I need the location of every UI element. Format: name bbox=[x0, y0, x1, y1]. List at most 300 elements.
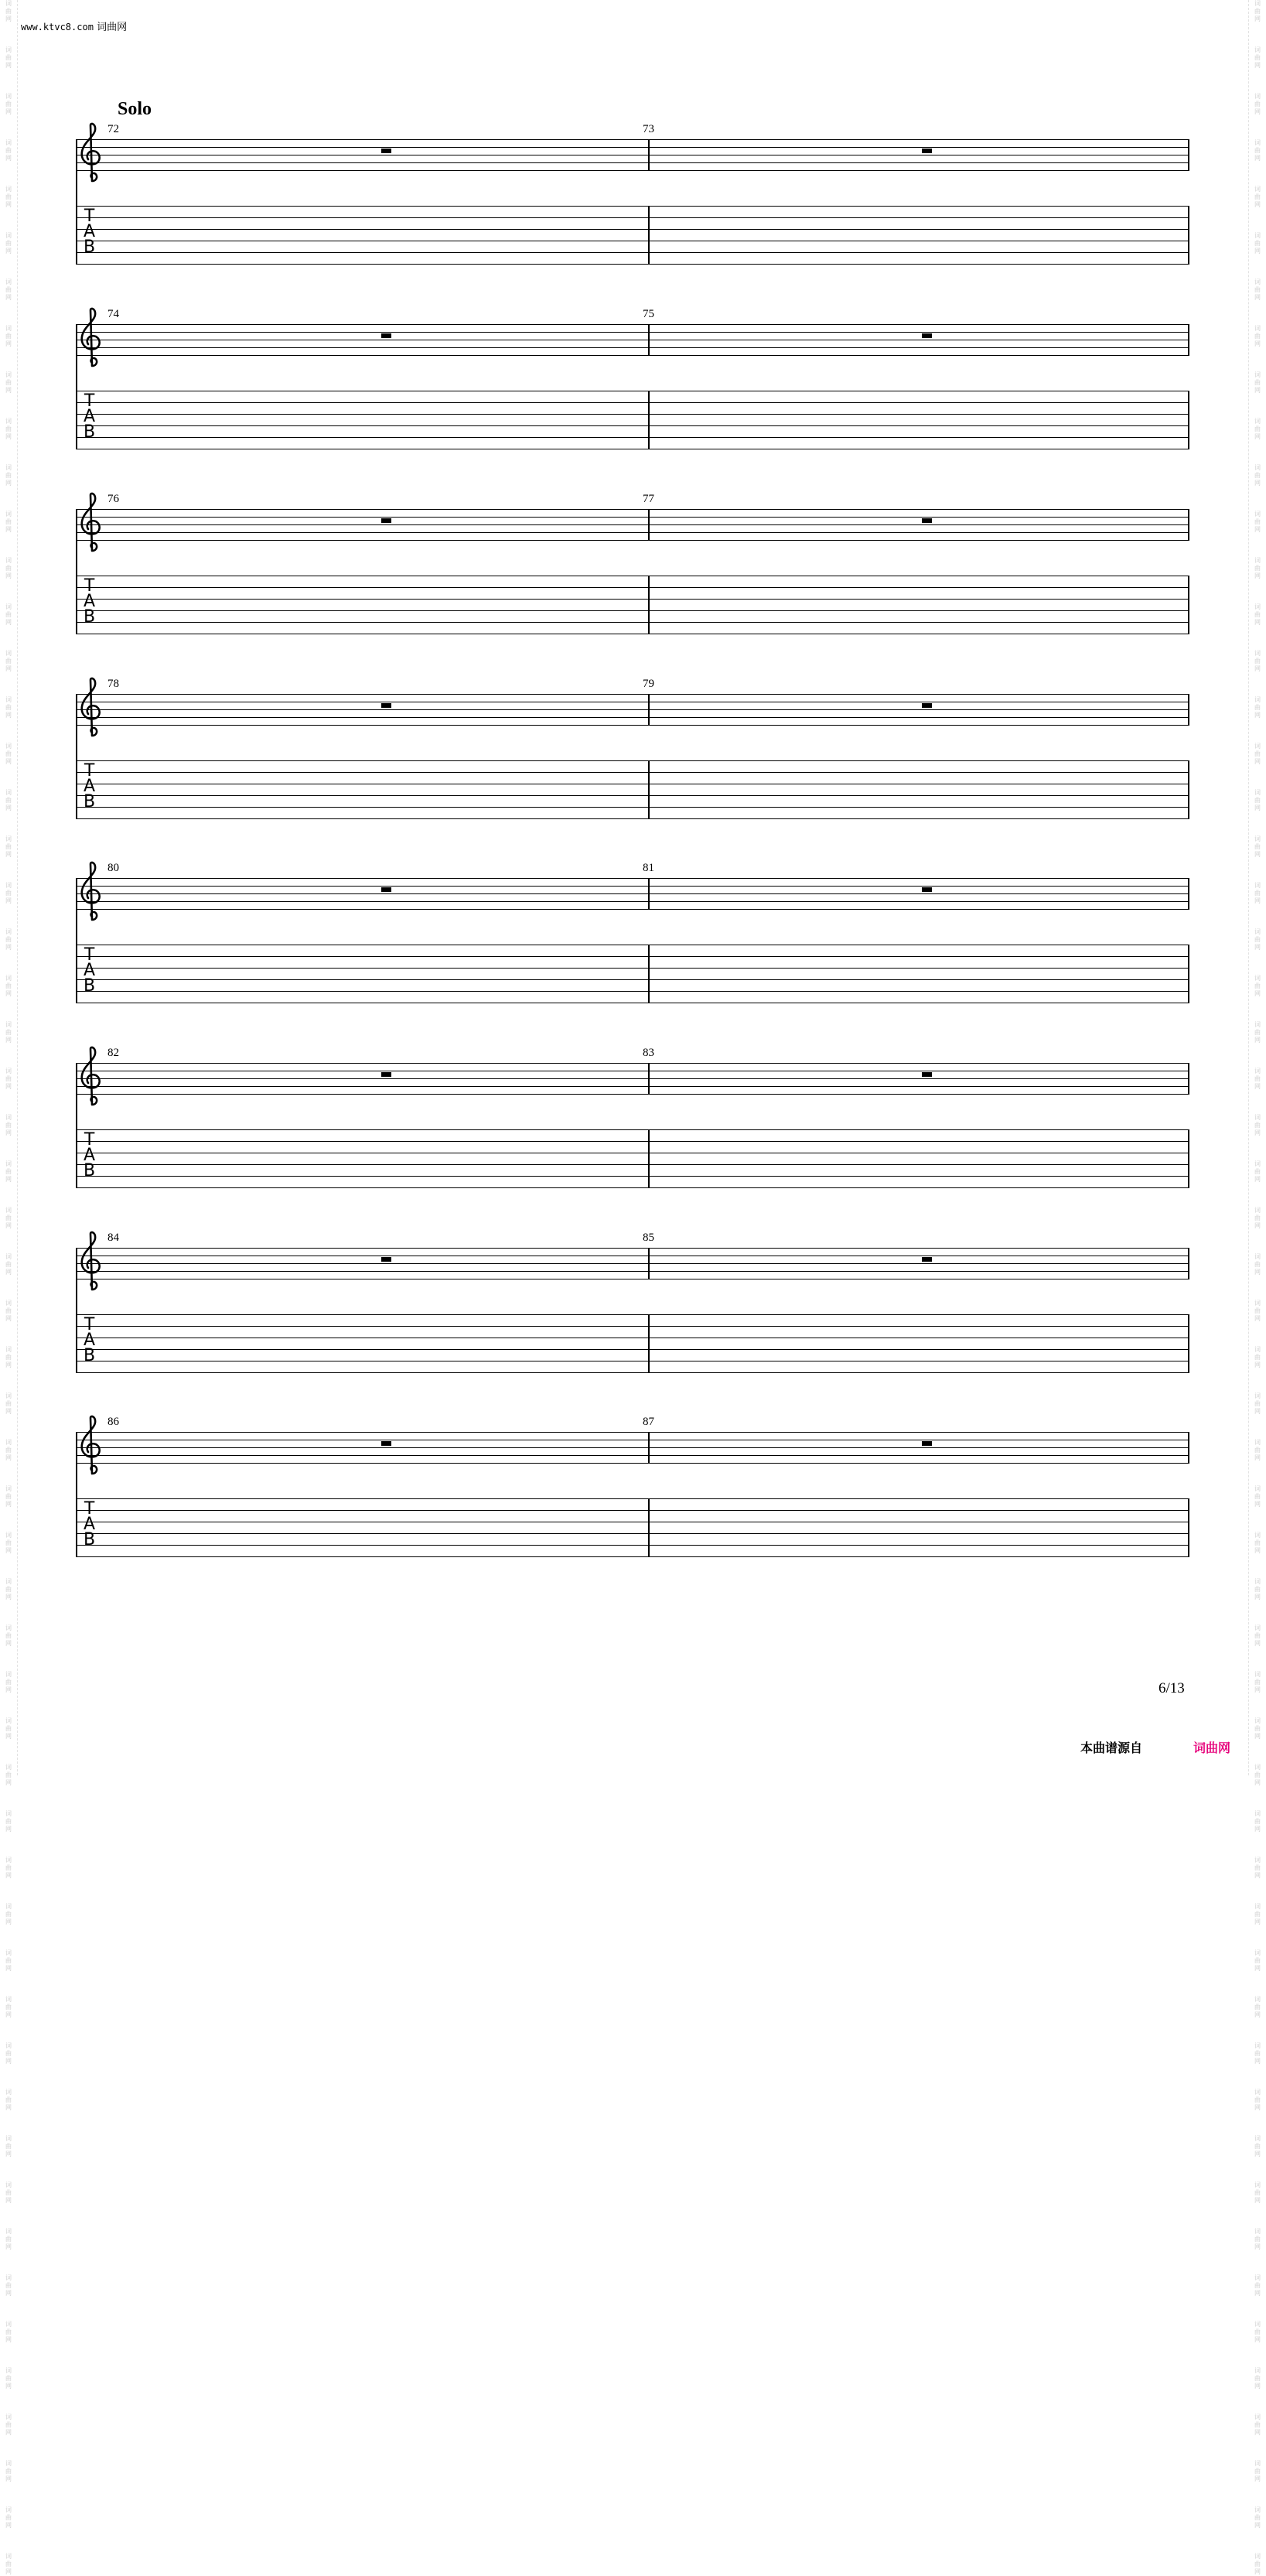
watermark-char: 网 bbox=[1254, 1222, 1261, 1229]
watermark-char: 曲 bbox=[1254, 2375, 1261, 2382]
system-bracket bbox=[76, 694, 77, 818]
watermark-glyph-group bbox=[1254, 1857, 1261, 1880]
watermark-char: 词 bbox=[5, 882, 12, 889]
measure-number: 73 bbox=[643, 123, 654, 135]
watermark-char: 词 bbox=[5, 603, 12, 610]
watermark-char: 曲 bbox=[5, 704, 12, 711]
watermark-char: 曲 bbox=[5, 2143, 12, 2150]
treble-clef-icon bbox=[77, 492, 105, 552]
watermark-char: 词 bbox=[5, 1207, 12, 1214]
footer-source-label: 本曲谱源自 bbox=[1080, 1741, 1143, 1755]
watermark-glyph-group bbox=[1254, 464, 1261, 487]
watermark-char: 曲 bbox=[5, 1075, 12, 1082]
watermark-glyph-group bbox=[1254, 1625, 1261, 1648]
system-bracket bbox=[76, 1248, 77, 1372]
watermark-char: 词 bbox=[1254, 1160, 1261, 1167]
tab-staff bbox=[76, 945, 1189, 1003]
whole-rest-icon bbox=[922, 1072, 932, 1077]
watermark-char: 网 bbox=[5, 2429, 12, 2436]
watermark-glyph-group bbox=[5, 2460, 12, 2483]
watermark-char: 曲 bbox=[1254, 1725, 1261, 1732]
watermark-char: 曲 bbox=[5, 2421, 12, 2428]
measure-number: 84 bbox=[107, 1232, 119, 1244]
watermark-char: 曲 bbox=[5, 1864, 12, 1871]
watermark-char: 词 bbox=[1254, 928, 1261, 935]
watermark-char: 网 bbox=[1254, 1733, 1261, 1740]
score-system bbox=[76, 862, 1189, 1020]
watermark-char: 网 bbox=[1254, 2011, 1261, 2018]
watermark-glyph-group bbox=[5, 1253, 12, 1276]
watermark-char: 词 bbox=[1254, 1346, 1261, 1353]
watermark-char: 曲 bbox=[5, 379, 12, 386]
watermark-char: 词 bbox=[1254, 2042, 1261, 2049]
watermark-char: 词 bbox=[5, 1532, 12, 1539]
watermark-char: 曲 bbox=[5, 333, 12, 340]
watermark-char: 词 bbox=[1254, 371, 1261, 378]
watermark-char: 曲 bbox=[5, 1586, 12, 1593]
staff-line bbox=[76, 893, 1189, 894]
watermark-char: 网 bbox=[1254, 2383, 1261, 2390]
tab-barline bbox=[1188, 945, 1189, 1003]
watermark-glyph-group bbox=[5, 1485, 12, 1508]
watermark-char: 曲 bbox=[1254, 1493, 1261, 1500]
watermark-glyph-group bbox=[1254, 2460, 1261, 2483]
watermark-glyph-group bbox=[1254, 1996, 1261, 2019]
watermark-glyph-group bbox=[5, 1949, 12, 1973]
whole-rest-icon bbox=[381, 703, 391, 708]
watermark-char: 曲 bbox=[5, 2096, 12, 2103]
watermark-char: 词 bbox=[1254, 650, 1261, 657]
staff-barline bbox=[648, 1063, 650, 1094]
watermark-char: 网 bbox=[5, 1408, 12, 1415]
staff-line bbox=[76, 524, 1189, 525]
watermark-char: 词 bbox=[1254, 789, 1261, 796]
tab-string-line bbox=[76, 610, 1189, 611]
staff-barline bbox=[1188, 1063, 1189, 1094]
staff-line bbox=[76, 162, 1189, 163]
staff-line bbox=[76, 1078, 1189, 1079]
watermark-glyph-group bbox=[1254, 511, 1261, 534]
tab-string-line bbox=[76, 1372, 1189, 1373]
watermark-char: 曲 bbox=[5, 54, 12, 61]
watermark-char: 词 bbox=[5, 2553, 12, 2560]
right-watermark-strip bbox=[1248, 0, 1266, 2575]
watermark-char: 词 bbox=[1254, 2274, 1261, 2281]
watermark-char: 网 bbox=[5, 2336, 12, 2343]
staff-line bbox=[76, 147, 1189, 148]
tab-clef bbox=[84, 761, 96, 811]
watermark-char: 词 bbox=[1254, 278, 1261, 285]
watermark-glyph-group bbox=[5, 2321, 12, 2344]
watermark-char: 曲 bbox=[5, 1215, 12, 1221]
staff-line bbox=[76, 717, 1189, 718]
system-bracket bbox=[76, 139, 77, 264]
tab-clef-letter: B bbox=[84, 1161, 96, 1180]
watermark-char: 曲 bbox=[1254, 101, 1261, 108]
watermark-char: 词 bbox=[1254, 2089, 1261, 2096]
watermark-char: 网 bbox=[1254, 1454, 1261, 1461]
watermark-char: 词 bbox=[1254, 882, 1261, 889]
watermark-char: 曲 bbox=[1254, 1539, 1261, 1546]
watermark-char: 词 bbox=[1254, 1810, 1261, 1817]
staff-line bbox=[76, 509, 1189, 510]
watermark-char: 词 bbox=[1254, 1671, 1261, 1678]
watermark-glyph-group bbox=[5, 1021, 12, 1044]
watermark-glyph-group bbox=[5, 371, 12, 395]
watermark-char: 网 bbox=[5, 805, 12, 811]
watermark-char: 词 bbox=[5, 93, 12, 100]
watermark-char: 曲 bbox=[5, 936, 12, 943]
system-bracket bbox=[76, 1063, 77, 1187]
tab-string-line bbox=[76, 599, 1189, 600]
watermark-char: 网 bbox=[5, 1222, 12, 1229]
watermark-char: 曲 bbox=[5, 2004, 12, 2011]
watermark-char: 曲 bbox=[5, 1911, 12, 1918]
watermark-char: 词 bbox=[1254, 46, 1261, 53]
watermark-char: 词 bbox=[1254, 1625, 1261, 1631]
watermark-char: 词 bbox=[5, 975, 12, 982]
watermark-glyph-group bbox=[1254, 93, 1261, 116]
whole-rest-icon bbox=[922, 703, 932, 708]
watermark-char: 网 bbox=[1254, 1129, 1261, 1136]
site-url[interactable]: www.ktvc8.com bbox=[21, 22, 94, 32]
watermark-char: 曲 bbox=[1254, 2514, 1261, 2521]
watermark-char: 词 bbox=[1254, 1392, 1261, 1399]
tab-barline bbox=[1188, 1498, 1189, 1556]
treble-clef-icon bbox=[77, 677, 105, 737]
watermark-glyph-group bbox=[5, 1810, 12, 1833]
watermark-glyph-group bbox=[1254, 650, 1261, 673]
watermark-char: 词 bbox=[5, 2321, 12, 2328]
watermark-char: 词 bbox=[1254, 2367, 1261, 2374]
whole-rest-icon bbox=[381, 518, 391, 523]
watermark-char: 词 bbox=[5, 464, 12, 471]
tab-barline bbox=[648, 206, 650, 264]
notation-staff bbox=[76, 308, 1189, 355]
watermark-glyph-group bbox=[1254, 835, 1261, 859]
watermark-char: 词 bbox=[1254, 0, 1261, 7]
watermark-char: 网 bbox=[5, 2522, 12, 2529]
watermark-char: 曲 bbox=[1254, 982, 1261, 989]
tab-string-line bbox=[76, 1349, 1189, 1350]
watermark-char: 曲 bbox=[5, 101, 12, 108]
watermark-char: 网 bbox=[5, 1501, 12, 1508]
staff-line bbox=[76, 1063, 1189, 1064]
left-watermark-strip bbox=[0, 0, 18, 2575]
watermark-glyph-group bbox=[5, 1625, 12, 1648]
staff-barline bbox=[648, 1248, 650, 1279]
tab-staff bbox=[76, 1498, 1189, 1556]
watermark-char: 曲 bbox=[1254, 54, 1261, 61]
tab-clef-letter: T bbox=[84, 576, 95, 596]
staff-line bbox=[76, 1248, 1189, 1249]
watermark-char: 网 bbox=[5, 1594, 12, 1601]
watermark-glyph-group bbox=[5, 1346, 12, 1369]
watermark-char: 词 bbox=[1254, 1578, 1261, 1585]
watermark-char: 网 bbox=[1254, 248, 1261, 255]
tab-string-line bbox=[76, 968, 1189, 969]
watermark-char: 曲 bbox=[1254, 936, 1261, 943]
watermark-char: 网 bbox=[1254, 619, 1261, 626]
treble-clef-icon bbox=[77, 1415, 105, 1475]
tab-barline bbox=[1188, 760, 1189, 818]
tab-clef-letter: A bbox=[84, 777, 96, 796]
measure-number: 76 bbox=[107, 493, 119, 505]
watermark-glyph-group bbox=[5, 1857, 12, 1880]
staff-line bbox=[76, 139, 1189, 140]
tab-clef-letter: T bbox=[84, 1499, 95, 1519]
treble-clef-icon bbox=[77, 1046, 105, 1106]
watermark-char: 网 bbox=[5, 712, 12, 719]
watermark-char: 网 bbox=[5, 480, 12, 487]
notation-staff bbox=[76, 1416, 1189, 1463]
watermark-glyph-group bbox=[1254, 2181, 1261, 2205]
watermark-glyph-group bbox=[5, 696, 12, 719]
score-system bbox=[76, 308, 1189, 466]
tab-clef bbox=[84, 945, 96, 996]
tab-string-line bbox=[76, 1326, 1189, 1327]
watermark-char: 曲 bbox=[5, 797, 12, 804]
tab-clef-letter: T bbox=[84, 391, 95, 411]
watermark-glyph-group bbox=[5, 1671, 12, 1694]
watermark-char: 曲 bbox=[1254, 1400, 1261, 1407]
watermark-char: 词 bbox=[1254, 1903, 1261, 1910]
watermark-glyph-group bbox=[5, 650, 12, 673]
tab-string-line bbox=[76, 437, 1189, 438]
tab-barline bbox=[1188, 206, 1189, 264]
watermark-char: 词 bbox=[5, 1717, 12, 1724]
watermark-char: 词 bbox=[5, 2089, 12, 2096]
watermark-char: 网 bbox=[5, 572, 12, 579]
tab-string-line bbox=[76, 1533, 1189, 1534]
watermark-char: 网 bbox=[1254, 2151, 1261, 2157]
tab-string-line bbox=[76, 1187, 1189, 1188]
watermark-char: 曲 bbox=[1254, 2561, 1261, 2567]
tab-staff bbox=[76, 1129, 1189, 1187]
tab-barline bbox=[1188, 1129, 1189, 1187]
watermark-char: 词 bbox=[1254, 1114, 1261, 1121]
measure-number: 79 bbox=[643, 678, 654, 690]
watermark-glyph-group bbox=[1254, 2042, 1261, 2065]
watermark-char: 曲 bbox=[1254, 2096, 1261, 2103]
score-system bbox=[76, 678, 1189, 836]
staff-line bbox=[76, 1447, 1189, 1448]
watermark-char: 网 bbox=[1254, 62, 1261, 69]
watermark-glyph-group bbox=[1254, 139, 1261, 162]
tab-string-line bbox=[76, 1545, 1189, 1546]
watermark-char: 网 bbox=[5, 665, 12, 672]
measure-number: 87 bbox=[643, 1416, 654, 1428]
watermark-glyph-group bbox=[5, 835, 12, 859]
watermark-glyph-group bbox=[1254, 418, 1261, 441]
watermark-char: 曲 bbox=[1254, 1122, 1261, 1129]
watermark-char: 曲 bbox=[5, 1400, 12, 1407]
watermark-char: 曲 bbox=[5, 425, 12, 432]
tab-string-line bbox=[76, 760, 1189, 761]
staff-barline bbox=[648, 878, 650, 909]
tab-clef bbox=[84, 1317, 95, 1364]
measure-number: 81 bbox=[643, 862, 654, 874]
watermark-char: 词 bbox=[1254, 2553, 1261, 2560]
watermark-char: 网 bbox=[1254, 2058, 1261, 2065]
watermark-glyph-group bbox=[5, 928, 12, 951]
staff-line bbox=[76, 909, 1189, 910]
tab-string-line bbox=[76, 1498, 1189, 1499]
watermark-glyph-group bbox=[5, 186, 12, 209]
watermark-glyph-group bbox=[1254, 2321, 1261, 2344]
watermark-char: 曲 bbox=[1254, 193, 1261, 200]
watermark-char: 曲 bbox=[1254, 147, 1261, 154]
tab-clef bbox=[84, 1499, 96, 1549]
watermark-char: 词 bbox=[5, 1903, 12, 1910]
watermark-char: 词 bbox=[1254, 2321, 1261, 2328]
measure-number: 86 bbox=[107, 1416, 119, 1428]
watermark-char: 词 bbox=[5, 696, 12, 703]
watermark-glyph-group bbox=[1254, 186, 1261, 209]
tab-string-line bbox=[76, 1510, 1189, 1511]
watermark-glyph-group bbox=[1254, 2506, 1261, 2530]
watermark-char: 词 bbox=[5, 278, 12, 285]
watermark-glyph-group bbox=[1254, 1439, 1261, 1462]
watermark-char: 曲 bbox=[1254, 1215, 1261, 1221]
tab-clef-letter: B bbox=[84, 976, 96, 996]
watermark-glyph-group bbox=[5, 278, 12, 302]
measure-number: 82 bbox=[107, 1047, 119, 1059]
watermark-glyph-group bbox=[5, 1903, 12, 1926]
measure-number: 75 bbox=[643, 308, 654, 320]
staff-line bbox=[76, 694, 1189, 695]
watermark-char: 词 bbox=[5, 2181, 12, 2188]
watermark-char: 曲 bbox=[5, 2236, 12, 2243]
staff-barline bbox=[1188, 694, 1189, 725]
tab-string-line bbox=[76, 818, 1189, 819]
staff-line bbox=[76, 1086, 1189, 1087]
watermark-char: 词 bbox=[5, 1671, 12, 1678]
watermark-char: 网 bbox=[5, 2104, 12, 2111]
watermark-char: 词 bbox=[1254, 1996, 1261, 2003]
footer-logo[interactable]: 词曲网 bbox=[1193, 1741, 1231, 1755]
watermark-glyph-group bbox=[1254, 1578, 1261, 1601]
watermark-char: 词 bbox=[5, 1485, 12, 1492]
watermark-char: 网 bbox=[1254, 2568, 1261, 2575]
staff-barline bbox=[648, 694, 650, 725]
watermark-char: 曲 bbox=[5, 2282, 12, 2289]
watermark-char: 曲 bbox=[1254, 1307, 1261, 1314]
watermark-char: 曲 bbox=[5, 1771, 12, 1778]
watermark-char: 曲 bbox=[5, 658, 12, 664]
watermark-char: 曲 bbox=[5, 890, 12, 897]
watermark-char: 网 bbox=[5, 2011, 12, 2018]
watermark-char: 词 bbox=[5, 2506, 12, 2513]
watermark-char: 网 bbox=[1254, 155, 1261, 162]
watermark-glyph-group bbox=[1254, 1021, 1261, 1044]
watermark-char: 曲 bbox=[5, 1307, 12, 1314]
watermark-char: 词 bbox=[1254, 2414, 1261, 2421]
watermark-char: 网 bbox=[1254, 1640, 1261, 1647]
staff-line bbox=[76, 725, 1189, 726]
watermark-char: 词 bbox=[1254, 1532, 1261, 1539]
watermark-glyph-group bbox=[1254, 2228, 1261, 2251]
watermark-char: 词 bbox=[5, 2367, 12, 2374]
watermark-char: 网 bbox=[1254, 1965, 1261, 1972]
section-label-solo: Solo bbox=[118, 99, 152, 119]
staff-barline bbox=[1188, 1248, 1189, 1279]
watermark-char: 词 bbox=[5, 1392, 12, 1399]
watermark-glyph-group bbox=[5, 2181, 12, 2205]
watermark-char: 网 bbox=[5, 1361, 12, 1368]
watermark-char: 曲 bbox=[1254, 1447, 1261, 1454]
watermark-glyph-group bbox=[1254, 1717, 1261, 1741]
watermark-char: 词 bbox=[5, 835, 12, 842]
tab-string-line bbox=[76, 1314, 1189, 1315]
watermark-char: 词 bbox=[5, 418, 12, 425]
watermark-char: 曲 bbox=[5, 1447, 12, 1454]
watermark-glyph-group bbox=[1254, 2274, 1261, 2298]
measure-number: 77 bbox=[643, 493, 654, 505]
tab-staff bbox=[76, 1314, 1189, 1372]
tab-barline bbox=[648, 576, 650, 634]
watermark-char: 曲 bbox=[1254, 1818, 1261, 1825]
watermark-char: 网 bbox=[1254, 1779, 1261, 1786]
tab-clef-letter: T bbox=[84, 207, 95, 226]
watermark-char: 词 bbox=[5, 2228, 12, 2235]
watermark-char: 词 bbox=[5, 650, 12, 657]
watermark-char: 曲 bbox=[1254, 472, 1261, 479]
watermark-glyph-group bbox=[5, 2367, 12, 2390]
watermark-char: 词 bbox=[1254, 1857, 1261, 1864]
tab-staff bbox=[76, 760, 1189, 818]
watermark-char: 网 bbox=[1254, 1176, 1261, 1183]
tab-clef-letter: B bbox=[84, 792, 96, 811]
watermark-char: 曲 bbox=[1254, 2004, 1261, 2011]
watermark-glyph-group bbox=[5, 232, 12, 255]
watermark-char: 词 bbox=[5, 2274, 12, 2281]
measure-number: 80 bbox=[107, 862, 119, 874]
watermark-char: 网 bbox=[5, 340, 12, 347]
tab-clef-letter: T bbox=[84, 1315, 95, 1334]
watermark-glyph-group bbox=[5, 1996, 12, 2019]
staff-line bbox=[76, 1455, 1189, 1456]
watermark-char: 网 bbox=[1254, 1686, 1261, 1693]
watermark-char: 网 bbox=[5, 1176, 12, 1183]
watermark-char: 网 bbox=[5, 851, 12, 858]
watermark-char: 曲 bbox=[1254, 2328, 1261, 2335]
watermark-glyph-group bbox=[5, 1717, 12, 1741]
watermark-char: 词 bbox=[5, 1439, 12, 1446]
watermark-char: 曲 bbox=[5, 565, 12, 572]
whole-rest-icon bbox=[922, 1441, 932, 1446]
staff-barline bbox=[1188, 139, 1189, 170]
watermark-char: 词 bbox=[1254, 1764, 1261, 1771]
tab-clef-letter: A bbox=[84, 592, 96, 611]
watermark-char: 曲 bbox=[5, 2561, 12, 2567]
watermark-char: 网 bbox=[5, 1547, 12, 1554]
watermark-char: 网 bbox=[5, 15, 12, 22]
watermark-char: 曲 bbox=[1254, 1354, 1261, 1361]
watermark-char: 曲 bbox=[1254, 890, 1261, 897]
watermark-char: 网 bbox=[1254, 1501, 1261, 1508]
watermark-char: 曲 bbox=[1254, 1911, 1261, 1918]
watermark-char: 曲 bbox=[5, 611, 12, 618]
watermark-char: 词 bbox=[5, 1625, 12, 1631]
whole-rest-icon bbox=[381, 1441, 391, 1446]
staff-barline bbox=[1188, 878, 1189, 909]
watermark-glyph-group bbox=[5, 1114, 12, 1137]
watermark-char: 词 bbox=[5, 1114, 12, 1121]
tab-clef-letter: A bbox=[84, 407, 96, 426]
watermark-char: 网 bbox=[5, 108, 12, 115]
watermark-char: 词 bbox=[5, 511, 12, 518]
